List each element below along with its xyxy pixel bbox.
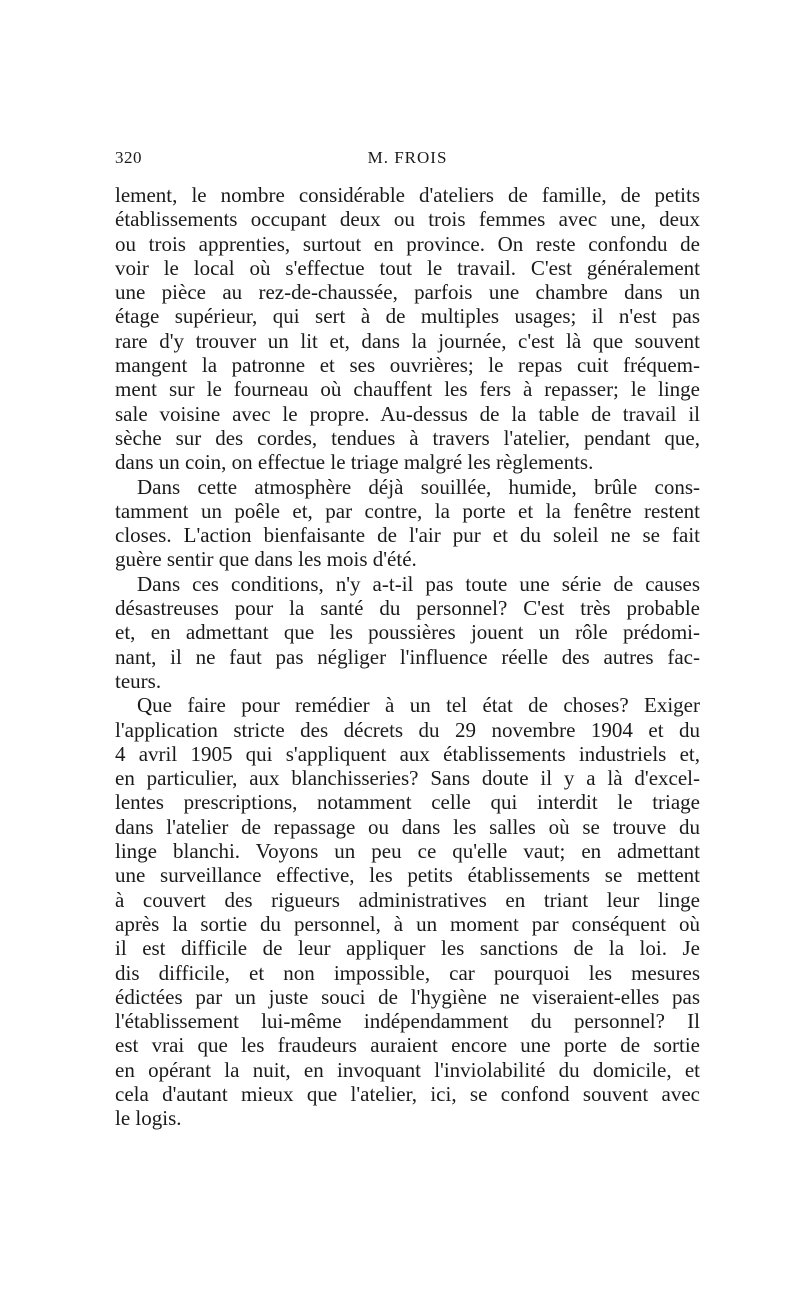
text-line: et, en admettant que les poussières jouent un rôle prédomi- (115, 620, 700, 645)
text-line: en opérant la nuit, en invoquant l'inviolabilité du domicile, et (115, 1057, 700, 1082)
text-line: 4 avril 1905 qui s'appliquent aux établissements industriels et, (115, 741, 700, 766)
text-line: établissements occupant deux ou trois femmes avec une, deux (115, 207, 700, 232)
text-line: sèche sur des cordes, tendues à travers l'atelier, pendant que, (115, 425, 700, 450)
paragraph (115, 572, 700, 693)
text-line: Dans ces conditions, n'y a-t-il pas toute une série de causes (137, 571, 700, 596)
text-line: en particulier, aux blanchisseries? Sans doute il y a là d'excel- (115, 766, 700, 791)
page-number: 320 (115, 148, 142, 167)
text-line: l'application stricte des décrets du 29 novembre 1904 et du (115, 717, 700, 742)
paragraph (115, 693, 700, 1130)
text-line: l'établissement lui-même indépendamment du personnel? Il (115, 1009, 700, 1034)
text-line: guère sentir que dans les mois d'été. (115, 547, 417, 572)
text-line: dans l'atelier de repassage ou dans les salles où se trouve du (115, 814, 700, 839)
text-line: à couvert des rigueurs administratives en triant leur linge (115, 887, 700, 912)
text-line: rare d'y trouver un lit et, dans la journée, c'est là que souvent (115, 328, 700, 353)
text-line: voir le local où s'effectue tout le travail. C'est généralement (115, 255, 700, 280)
text-line: closes. L'action bienfaisante de l'air pur et du soleil ne se fait (115, 523, 700, 548)
text-line: Dans cette atmosphère déjà souillée, humide, brûle cons- (137, 474, 700, 499)
text-line: ment sur le fourneau où chauffent les fers à repasser; le linge (115, 377, 700, 402)
text-line: après la sortie du personnel, à un moment par conséquent où (115, 911, 700, 936)
text-line: étage supérieur, qui sert à de multiples usages; il n'est pas (115, 304, 700, 329)
text-line: cela d'autant mieux que l'atelier, ici, se confond souvent avec (115, 1081, 700, 1106)
text-line: linge blanchi. Voyons un peu ce qu'elle vaut; en admettant (115, 839, 700, 864)
text-line: sale voisine avec le propre. Au-dessus de la table de travail il (115, 401, 700, 426)
text-line: lement, le nombre considérable d'ateliers de famille, de petits (115, 183, 700, 207)
text-line: édictées par un juste souci de l'hygiène ne viseraient-elles pas (115, 984, 700, 1009)
paragraph (115, 475, 700, 572)
text-line: ou trois apprenties, surtout en province. On reste confondu de (115, 231, 700, 256)
body-text (115, 183, 700, 1131)
text-line: une pièce au rez-de-chaussée, parfois une chambre dans un (115, 280, 700, 305)
text-line: tamment un poêle et, par contre, la porte et la fenêtre restent (115, 498, 700, 523)
book-page (115, 0, 700, 1304)
text-line: une surveillance effective, les petits établissements se mettent (115, 863, 700, 888)
text-line: lentes prescriptions, notamment celle qui interdit le triage (115, 790, 700, 815)
text-line: le logis. (115, 1106, 182, 1131)
text-line: dis difficile, et non impossible, car pourquoi les mesures (115, 960, 700, 985)
text-line: nant, il ne faut pas négliger l'influence réelle des autres fac- (115, 644, 700, 669)
text-line: Que faire pour remédier à un tel état de choses? Exiger (137, 693, 700, 718)
paragraph (115, 183, 700, 475)
text-line: est vrai que les fraudeurs auraient encore une porte de sortie (115, 1033, 700, 1058)
text-line: désastreuses pour la santé du personnel? C'est très probable (115, 596, 700, 621)
text-line: mangent la patronne et ses ouvrières; le repas cuit fréquem- (115, 353, 700, 378)
page-header (115, 148, 700, 172)
text-line: dans un coin, on effectue le triage malgré les règlements. (115, 450, 594, 475)
text-line: teurs. (115, 668, 162, 693)
text-line: il est difficile de leur appliquer les sanctions de la loi. Je (115, 936, 700, 961)
running-head: M. FROIS (367, 148, 448, 167)
